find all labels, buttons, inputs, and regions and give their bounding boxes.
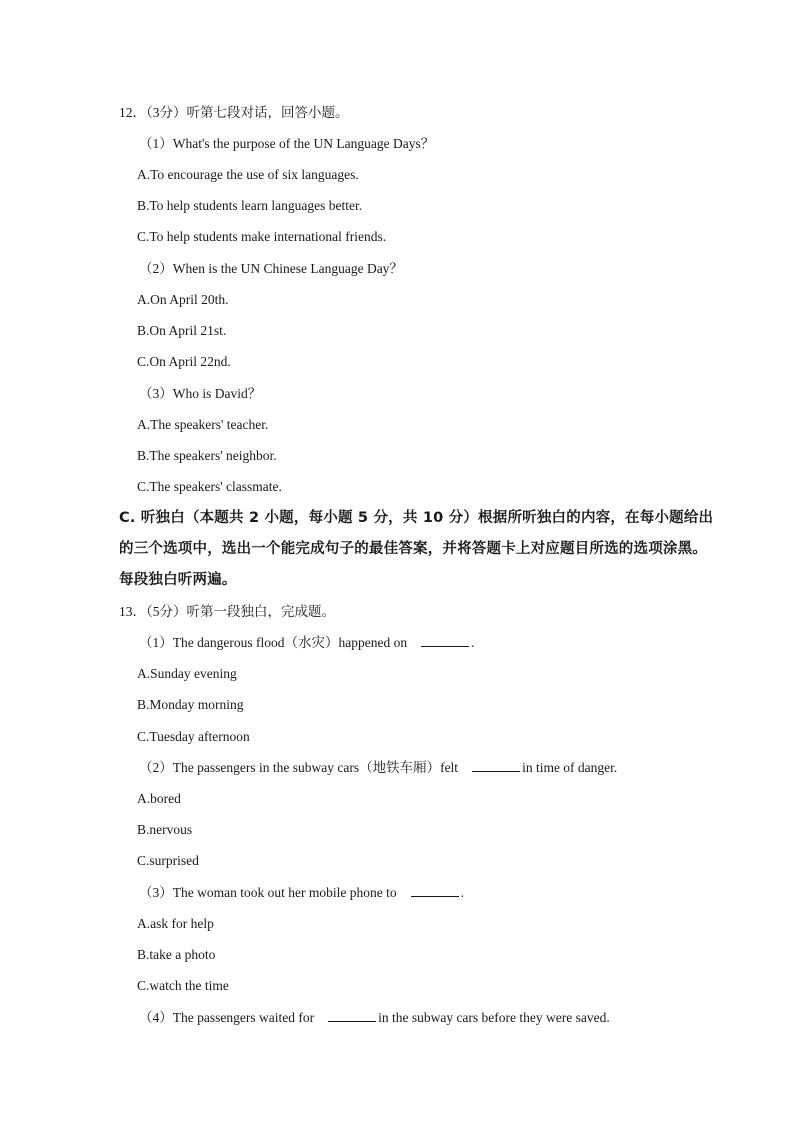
q13-2-option-b: B.nervous <box>137 822 193 837</box>
q13-subquestion-3 <box>139 884 464 902</box>
q12-3-option-c: C.The speakers' classmate. <box>137 479 282 494</box>
q13-4-text: （4）The passengers waited for <box>139 1010 315 1025</box>
q12-1-option-c: C.To help students make international friends. <box>137 229 387 244</box>
q12-1-option-a: A.To encourage the use of six languages. <box>137 167 359 182</box>
q13-subquestion-1 <box>139 634 474 652</box>
question-12-heading: 12．（3分）听第七段对话，回答小题。 <box>119 105 349 120</box>
q13-subquestion-2 <box>139 759 617 777</box>
q13-1-text: （1）The dangerous flood（水灾）happened on <box>139 635 408 650</box>
q13-2-text-end: in time of danger. <box>522 760 618 775</box>
q13-3-text-end: . <box>460 885 464 900</box>
q12-3-option-b: B.The speakers' neighbor. <box>137 448 277 463</box>
q12-2-option-c: C.On April 22nd. <box>137 354 231 369</box>
q12-subquestion-3: （3）Who is David？ <box>139 386 262 401</box>
q13-2-text: （2）The passengers in the subway cars（地铁车厢）felt <box>139 760 459 775</box>
answer-blank <box>472 759 520 772</box>
q13-1-option-b: B.Monday morning <box>137 697 244 712</box>
q13-2-option-c: C.surprised <box>137 853 199 868</box>
q13-1-option-a: A.Sunday evening <box>137 666 237 681</box>
q13-3-text: （3）The woman took out her mobile phone to <box>139 885 397 900</box>
section-c-instructions-line-1: C. 听独白（本题共 2 小题，每小题 5 分，共 10 分）根据所听独白的内容，在每小题给出 <box>119 510 714 526</box>
answer-blank <box>411 884 459 897</box>
q13-2-option-a: A.bored <box>137 791 181 806</box>
q12-subquestion-2: （2）When is the UN Chinese Language Day？ <box>139 261 403 276</box>
q12-subquestion-1: （1）What's the purpose of the UN Language Days？ <box>139 136 435 151</box>
section-c-instructions-line-2: 的三个选项中，选出一个能完成句子的最佳答案，并将答题卡上对应题目所选的选项涂黑。 <box>119 541 707 557</box>
section-c-instructions-line-3: 每段独白听两遍。 <box>119 572 237 588</box>
q12-2-option-a: A.On April 20th. <box>137 292 229 307</box>
q12-1-option-b: B.To help students learn languages better. <box>137 198 363 213</box>
q13-3-option-b: B.take a photo <box>137 947 216 962</box>
q13-1-text-end: . <box>471 635 475 650</box>
q13-3-option-c: C.watch the time <box>137 978 229 993</box>
q13-4-text-end: in the subway cars before they were saved. <box>378 1010 610 1025</box>
q12-2-option-b: B.On April 21st. <box>137 323 227 338</box>
answer-blank <box>421 634 469 647</box>
q13-1-option-c: C.Tuesday afternoon <box>137 729 250 744</box>
answer-blank <box>328 1009 376 1022</box>
question-13-heading: 13．（5分）听第一段独白，完成题。 <box>119 604 335 619</box>
q13-3-option-a: A.ask for help <box>137 916 214 931</box>
q12-3-option-a: A.The speakers' teacher. <box>137 417 269 432</box>
q13-subquestion-4 <box>139 1009 610 1027</box>
